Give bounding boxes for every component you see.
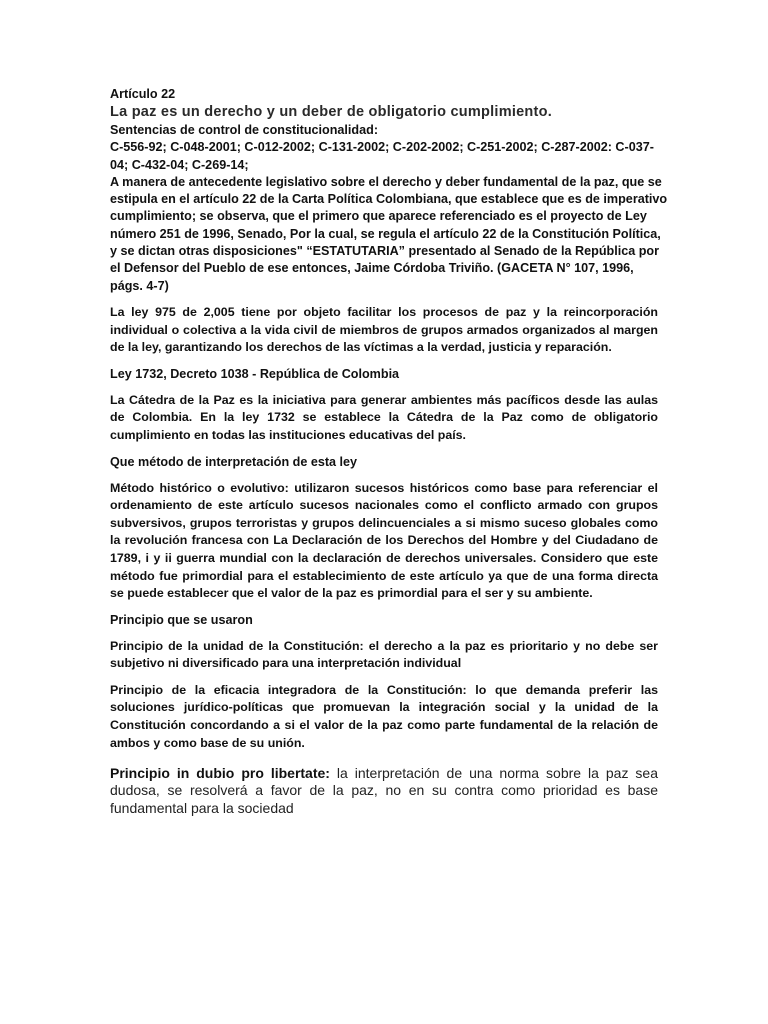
intro-line: A manera de antecedente legislativo sobre el derecho y deber fundamental de la paz, que se [110, 174, 662, 189]
catedra-paragraph: La Cátedra de la Paz es la iniciativa para generar ambientes más pacíficos desde las aulas de Colombia. En la ley 1732 se establece la Cátedra de la Paz como de obligatorio cumplimiento en todas las instituciones educativas del país. [110, 392, 658, 442]
intro-line: cumplimiento; se observa, que el primero que aparece referenciado es el proyecto de Ley [110, 209, 647, 224]
principio-eficacia-label: Principio de la eficacia integradora de la Constitución: [110, 682, 467, 697]
intro-line: el Defensor del Pueblo de ese entonces, Jaime Córdoba Triviño. (GACETA N° 107, 1996, [110, 261, 634, 276]
intro-line: número 251 de 1996, Senado, Por la cual, se regula el artículo 22 de la Constitución Política, [110, 226, 661, 241]
principio-dubio-paragraph [110, 765, 658, 817]
intro-line: Sentencias de control de constitucionalidad: [110, 123, 379, 137]
principio-dubio-label: Principio in dubio pro libertate: [110, 765, 330, 782]
document-page [110, 86, 668, 817]
principio-unidad-text: el derecho a la paz es prioritario y no debe ser subjetivo ni diversificado para una interpretación individual [110, 638, 658, 671]
intro-block [110, 122, 668, 295]
principio-unidad-paragraph [110, 638, 658, 673]
article-title: La paz es un derecho y un deber de obligatorio cumplimiento. [110, 104, 553, 120]
principio-unidad-label: Principio de la unidad de la Constitución: [110, 638, 364, 653]
metodo-paragraph: Método histórico o evolutivo: utilizaron sucesos históricos como base para referenciar el ordenamiento de este artículo sucesos nacionales como el conflicto armado con grupos subversivos, grupos terroristas y grupos delincuenciales a si mismo suceso globales como la revolución francesa con La Declaración de los Derechos del Hombre y del Ciudadano de 1789, i y ii guerra mundial con la declaración de derechos universales. Considero que este método fue primordial para el establecimiento de este artículo ya que de una forma directa se puede establecer que el valor de la paz es primordial para el ser y su ambiente. [110, 480, 658, 601]
intro-line: 04; C-432-04; C-269-14; [110, 157, 249, 172]
article-label: Artículo 22 [110, 87, 176, 101]
principio-eficacia-text: lo que demanda preferir las soluciones jurídico-políticas que promuevan la integración social y la unidad de la Constitución concordando a si el valor de la paz como parte fundamental de la relación de ambos y como base de su unión. [110, 682, 658, 750]
intro-line: estipula en el artículo 22 de la Carta Política Colombiana, que establece que es de imperativo [110, 192, 668, 207]
principio-dubio-text: la interpretación de una norma sobre la paz sea dudosa, se resolverá a favor de la paz, no en su contra como prioridad es base fundamental para la sociedad [110, 765, 658, 816]
intro-line: págs. 4-7) [110, 278, 169, 293]
principio-heading: Principio que se usaron [110, 612, 253, 627]
intro-line: y se dictan otras disposiciones" “ESTATUTARIA” presentado al Senado de la República por [110, 244, 660, 259]
principio-eficacia-paragraph [110, 682, 658, 752]
ley-1732-heading: Ley 1732, Decreto 1038 - República de Colombia [110, 366, 400, 381]
metodo-heading: Que método de interpretación de esta ley [110, 454, 358, 469]
intro-line: C-556-92; C-048-2001; C-012-2002; C-131-2002; C-202-2002; C-251-2002; C-287-2002: C-037- [110, 140, 654, 155]
ley-975-paragraph: La ley 975 de 2,005 tiene por objeto facilitar los procesos de paz y la reincorporación individual o colectiva a la vida civil de miembros de grupos armados organizados al margen de la ley, garantizando los derechos de las víctimas a la verdad, justicia y reparación. [110, 304, 658, 355]
